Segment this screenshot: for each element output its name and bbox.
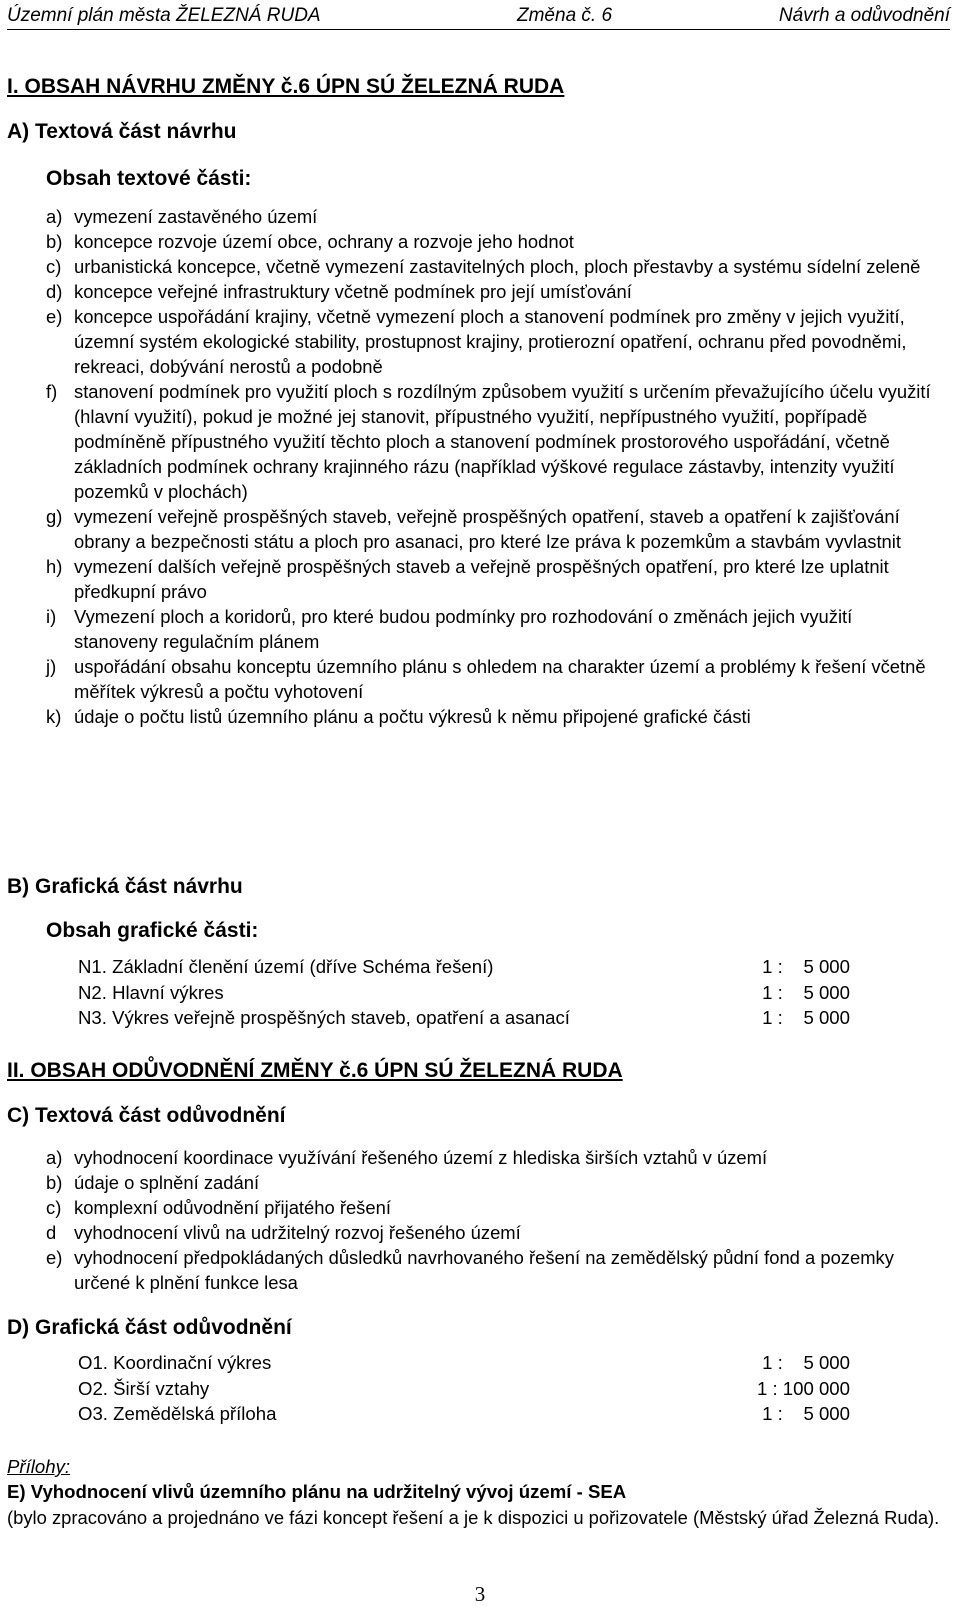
list-item-text: komplexní odůvodnění přijatého řešení [74,1197,391,1218]
list-item-text: koncepce rozvoje území obce, ochrany a rozvoje jeho hodnot [74,231,574,252]
drawing-name: N1. Základní členění území (dříve Schéma řešení) [78,956,494,977]
section-b-heading: B) Grafická část návrhu [7,875,243,898]
list-item [0,654,960,704]
section-c-heading: C) Textová část odůvodnění [7,1104,286,1127]
drawing-scale: 1 : 5 000 [762,1007,850,1028]
section-b-drawings-table [78,956,850,1033]
list-item-text: vyhodnocení koordinace využívání řešeného území z hlediska širších vztahů v území [74,1147,768,1168]
list-item-text: Vymezení ploch a koridorů, pro které budou podmínky pro rozhodování o změnách jejich využití stanoveny regulačním plánem [74,606,853,652]
list-item-text: vymezení zastavěného území [74,206,318,227]
page-header [7,3,950,30]
section-a-subheading: Obsah textové části: [46,167,252,190]
drawing-scale: 1 : 5 000 [762,981,850,1003]
section-a-list [0,204,960,729]
list-item [0,1170,960,1195]
drawing-row [78,1403,850,1429]
list-item [0,279,960,304]
list-item-text: urbanistická koncepce, včetně vymezení zastavitelných ploch, ploch přestavby a systému sídelní zeleně [74,256,921,277]
header-left: Územní plán města ŽELEZNÁ RUDA [7,5,321,26]
list-item-label: j) [46,656,57,677]
list-item-text: stanovení podmínek pro využití ploch s rozdílným způsobem využití s určením převažujícího účelu využití (hlavní využití), pokud je možné jej stanovit, přípustného využití, nepřípustného využití, popřípadě podmíněně přípustného využití těchto ploch a stanovení podmínek prostorového uspořádání, včetně základních podmínek ochrany krajinného rázu (například výškové regulace zástavby, intenzity využití pozemků v plochách) [74,381,931,502]
list-item [0,229,960,254]
list-item [0,704,960,729]
list-item-text: vymezení dalších veřejně prospěšných staveb a veřejně prospěšných opatření, pro které lze uplatnit předkupní právo [74,556,889,602]
list-item-text: vymezení veřejně prospěšných staveb, veřejně prospěšných opatření, staveb a opatření k zajišťování obrany a bezpečnosti státu a ploch pro asanaci, pro které lze práva k pozemkům a stavbám vyvlastnit [74,506,901,552]
drawing-name: O2. Širší vztahy [78,1377,210,1399]
section-d-heading: D) Grafická část odůvodnění [7,1316,292,1339]
list-item [0,1245,960,1295]
list-item [0,1145,960,1170]
list-item-label: i) [46,606,57,627]
list-item-label: b) [46,231,63,252]
drawing-scale: 1 : 5 000 [762,956,850,977]
section-b-subheading: Obsah grafické části: [46,919,259,942]
list-item-label: e) [46,1247,63,1268]
drawing-row [78,982,850,1008]
section-c-list [0,1145,960,1295]
list-item-label: a) [46,1147,63,1168]
list-item-label: a) [46,206,63,227]
page-number: 3 [474,1582,486,1606]
list-item-label: f) [46,381,58,402]
section-a-heading: A) Textová část návrhu [7,120,237,143]
list-item [0,604,960,654]
list-item [0,1220,960,1245]
list-item-text: vyhodnocení vlivů na udržitelný rozvoj řešeného území [74,1222,521,1243]
list-item [0,379,960,504]
list-item [0,504,960,554]
list-item-label: d) [46,281,63,302]
list-item-label: d [46,1222,57,1243]
list-item-label: c) [46,256,62,277]
drawing-name: N3. Výkres veřejně prospěšných staveb, opatření a asanací [78,1007,570,1028]
attachments-title: Přílohy: [7,1456,71,1477]
list-item-text: údaje o počtu listů územního plánu a počtu výkresů k němu připojené grafické části [74,706,751,727]
list-item-label: g) [46,506,63,527]
attachment-note: (bylo zpracováno a projednáno ve fázi koncept řešení a je k dispozici u pořizovatele (Městský úřad Železná Ruda). [7,1507,940,1528]
attachment-item: E) Vyhodnocení vlivů územního plánu na udržitelný vývoj území - SEA [7,1481,627,1502]
list-item-text: vyhodnocení předpokládaných důsledků navrhovaného řešení na zemědělský půdní fond a pozemky určené k plnění funkce lesa [74,1247,894,1293]
list-item [0,304,960,379]
list-item [0,554,960,604]
header-right: Návrh a odůvodnění [778,5,950,26]
drawing-name: N2. Hlavní výkres [78,981,224,1003]
drawing-scale: 1 : 100 000 [756,1377,850,1399]
drawing-scale: 1 : 5 000 [762,1352,850,1373]
list-item-label: b) [46,1172,63,1193]
list-item-label: e) [46,306,63,327]
part2-title: II. OBSAH ODŮVODNĚNÍ ZMĚNY č.6 ÚPN SÚ ŽELEZNÁ RUDA [7,1059,623,1082]
list-item-label: k) [46,706,62,727]
section-d-drawings-table [78,1352,850,1429]
header-center: Změna č. 6 [517,5,613,26]
list-item-text: uspořádání obsahu konceptu územního plánu s ohledem na charakter území a problémy k řešení včetně měřítek výkresů a počtu vyhotovení [74,656,926,702]
list-item [0,204,960,229]
drawing-row [78,1352,850,1378]
list-item-text: koncepce veřejné infrastruktury včetně podmínek pro její umísťování [74,281,632,302]
list-item-label: h) [46,556,63,577]
list-item-label: c) [46,1197,62,1218]
drawing-scale: 1 : 5 000 [762,1403,850,1424]
list-item [0,1195,960,1220]
list-item-text: údaje o splnění zadání [74,1172,260,1193]
drawing-row [78,956,850,982]
drawing-name: O1. Koordinační výkres [78,1352,272,1373]
drawing-row [78,1007,850,1033]
drawing-row [78,1378,850,1404]
list-item [0,254,960,279]
drawing-name: O3. Zemědělská příloha [78,1403,277,1424]
part1-title: I. OBSAH NÁVRHU ZMĚNY č.6 ÚPN SÚ ŽELEZNÁ RUDA [7,75,565,98]
list-item-text: koncepce uspořádání krajiny, včetně vymezení ploch a stanovení podmínek pro změny v jejich využití, územní systém ekologické stability, prostupnost krajiny, protierozní opatření, ochranu před povodněmi, rekreaci, dobývání nerostů a podobně [74,306,907,377]
